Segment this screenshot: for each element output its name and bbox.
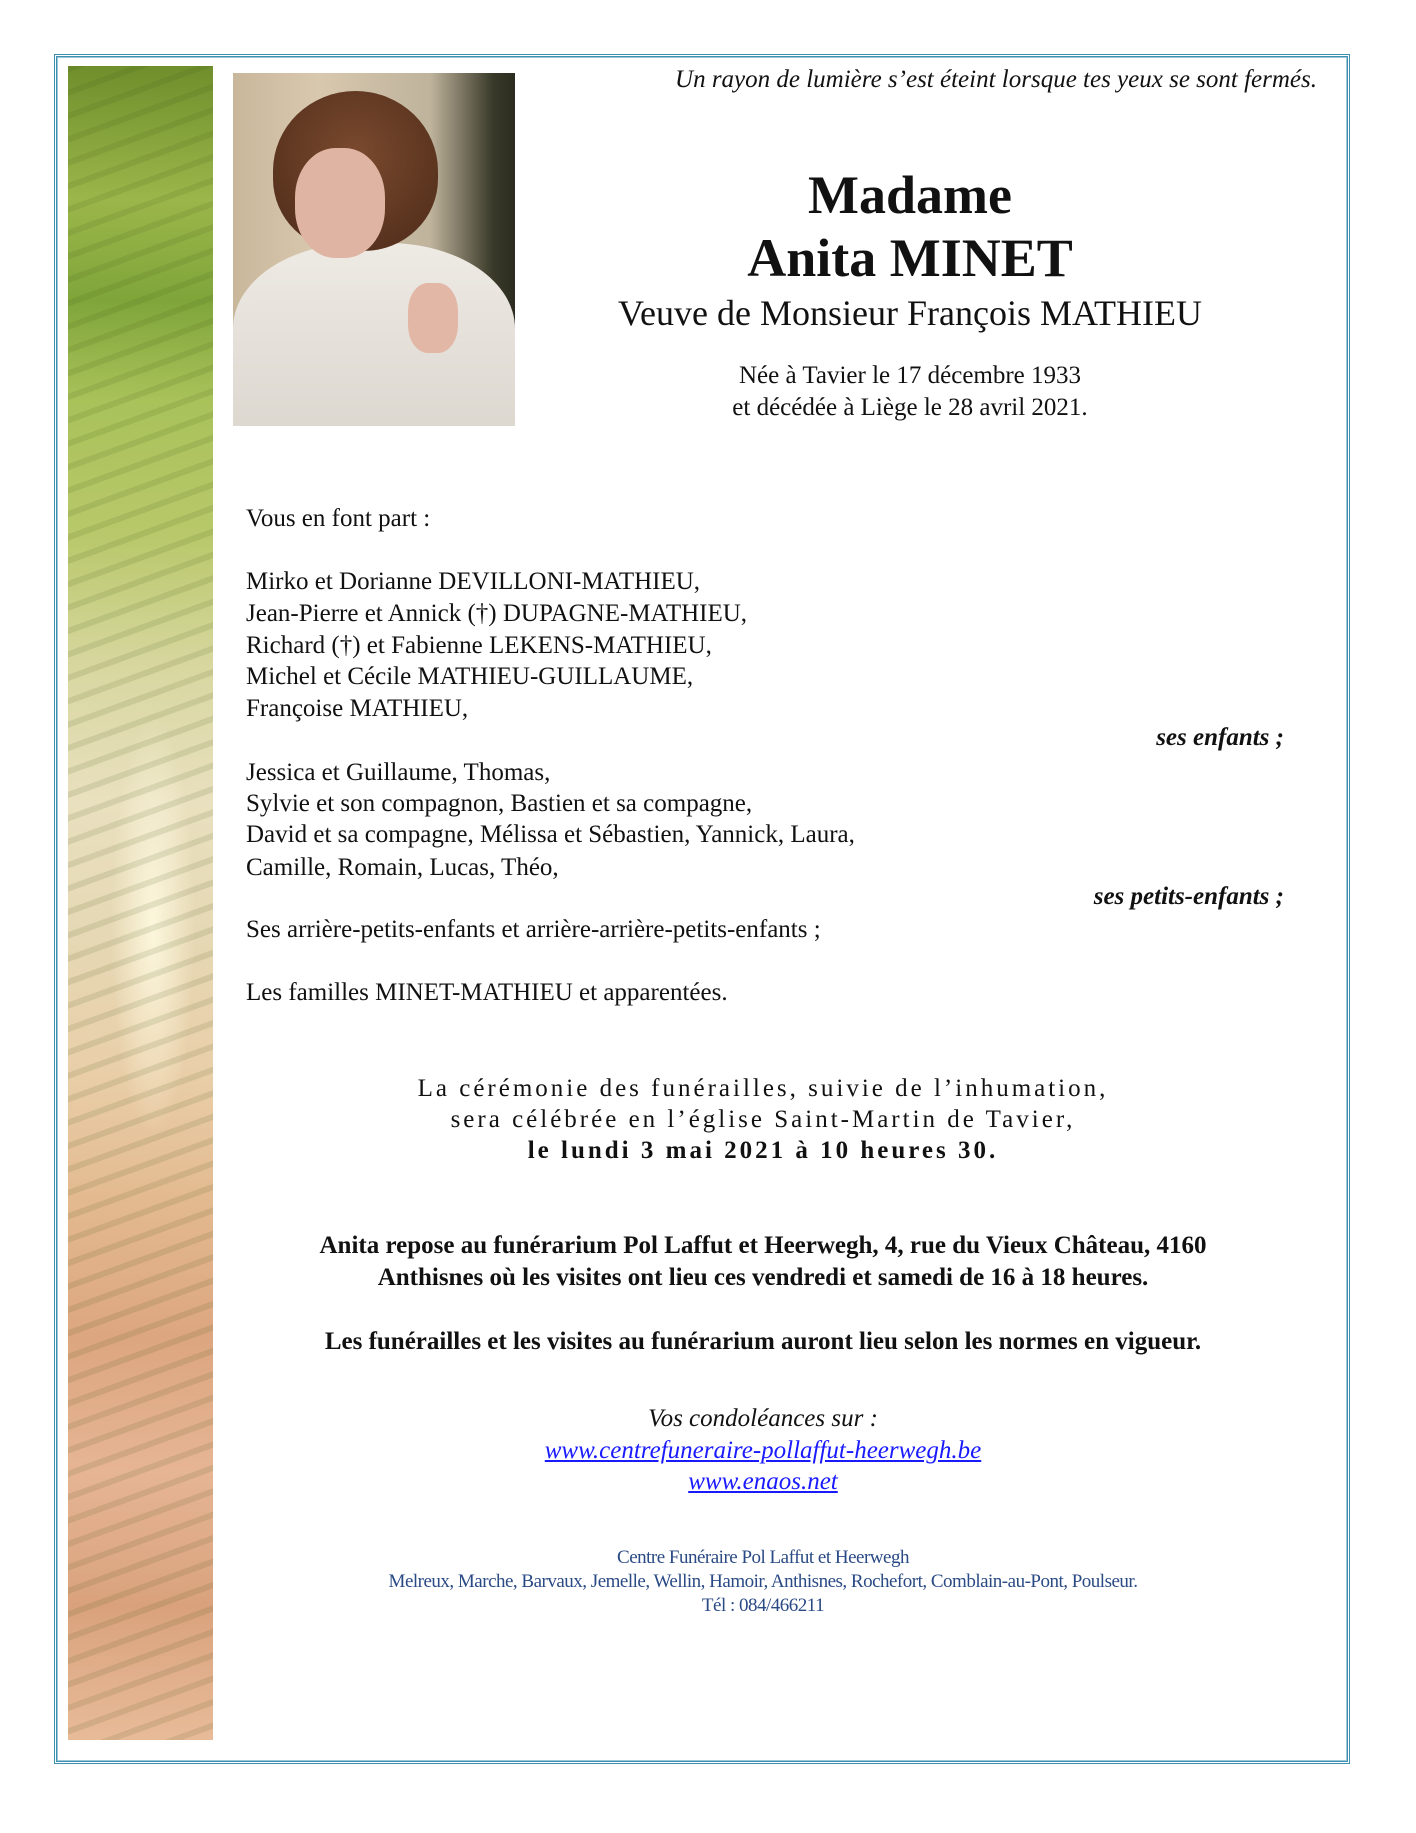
spouse: Veuve de Monsieur François MATHIEU [618, 293, 1202, 333]
deceased-name: Anita MINET [747, 228, 1073, 288]
funeral-center-link[interactable]: www.centrefuneraire-pollaffut-heerwegh.be [544, 1437, 982, 1464]
child-line: Richard (†) et Fabienne LEKENS-MATHIEU, [246, 632, 712, 659]
ceremony-date: le lundi 3 mai 2021 à 10 heures 30. [527, 1137, 999, 1164]
condolences-label: Vos condoléances sur : [648, 1405, 878, 1432]
grandchild-line: David et sa compagne, Mélissa et Sébastien, Yannick, Laura, [246, 821, 855, 848]
repose-line: Anita repose au funérarium Pol Laffut et Heerwegh, 4, rue du Vieux Château, 4160 [319, 1232, 1207, 1259]
grandchildren-label: ses petits-enfants ; [1093, 883, 1284, 910]
birth: Née à Tavier le 17 décembre 1933 [738, 362, 1082, 389]
child-line: Mirko et Dorianne DEVILLONI-MATHIEU, [246, 568, 701, 595]
norms-notice: Les funérailles et les visites au funérarium auront lieu selon les normes en vigueur. [324, 1328, 1202, 1355]
children-label: ses enfants ; [1156, 724, 1284, 751]
child-line: Françoise MATHIEU, [246, 695, 469, 722]
great-grandchildren: Ses arrière-petits-enfants et arrière-arrière-petits-enfants ; [246, 916, 821, 943]
title: Madame [808, 165, 1012, 225]
death: et décédée à Liège le 28 avril 2021. [732, 394, 1088, 421]
enaos-link[interactable]: www.enaos.net [688, 1468, 838, 1495]
ceremony-line: La cérémonie des funérailles, suivie de l’inhumation, [417, 1075, 1109, 1102]
portrait-photo [233, 73, 515, 426]
child-line: Michel et Cécile MATHIEU-GUILLAUME, [246, 663, 694, 690]
quote: Un rayon de lumière s’est éteint lorsque tes yeux se sont fermés. [675, 66, 1317, 93]
ceremony-line: sera célébrée en l’église Saint-Martin de Tavier, [450, 1106, 1076, 1133]
grandchild-line: Sylvie et son compagnon, Bastien et sa compagne, [246, 790, 753, 817]
intro: Vous en font part : [246, 505, 431, 532]
footer-locations: Melreux, Marche, Barvaux, Jemelle, Wellin, Hamoir, Anthisnes, Rochefort, Comblain-au-Pont, Poulseur. [388, 1571, 1138, 1592]
forest-path-image [68, 66, 213, 1740]
child-line: Jean-Pierre et Annick (†) DUPAGNE-MATHIEU, [246, 600, 748, 627]
grandchild-line: Camille, Romain, Lucas, Théo, [246, 854, 559, 881]
footer-phone: Tél : 084/466211 [701, 1595, 825, 1616]
footer-company: Centre Funéraire Pol Laffut et Heerwegh [617, 1547, 909, 1568]
families: Les familles MINET-MATHIEU et apparentées. [246, 979, 728, 1006]
grandchild-line: Jessica et Guillaume, Thomas, [246, 759, 551, 786]
repose-line: Anthisnes où les visites ont lieu ces vendredi et samedi de 16 à 18 heures. [377, 1264, 1149, 1291]
